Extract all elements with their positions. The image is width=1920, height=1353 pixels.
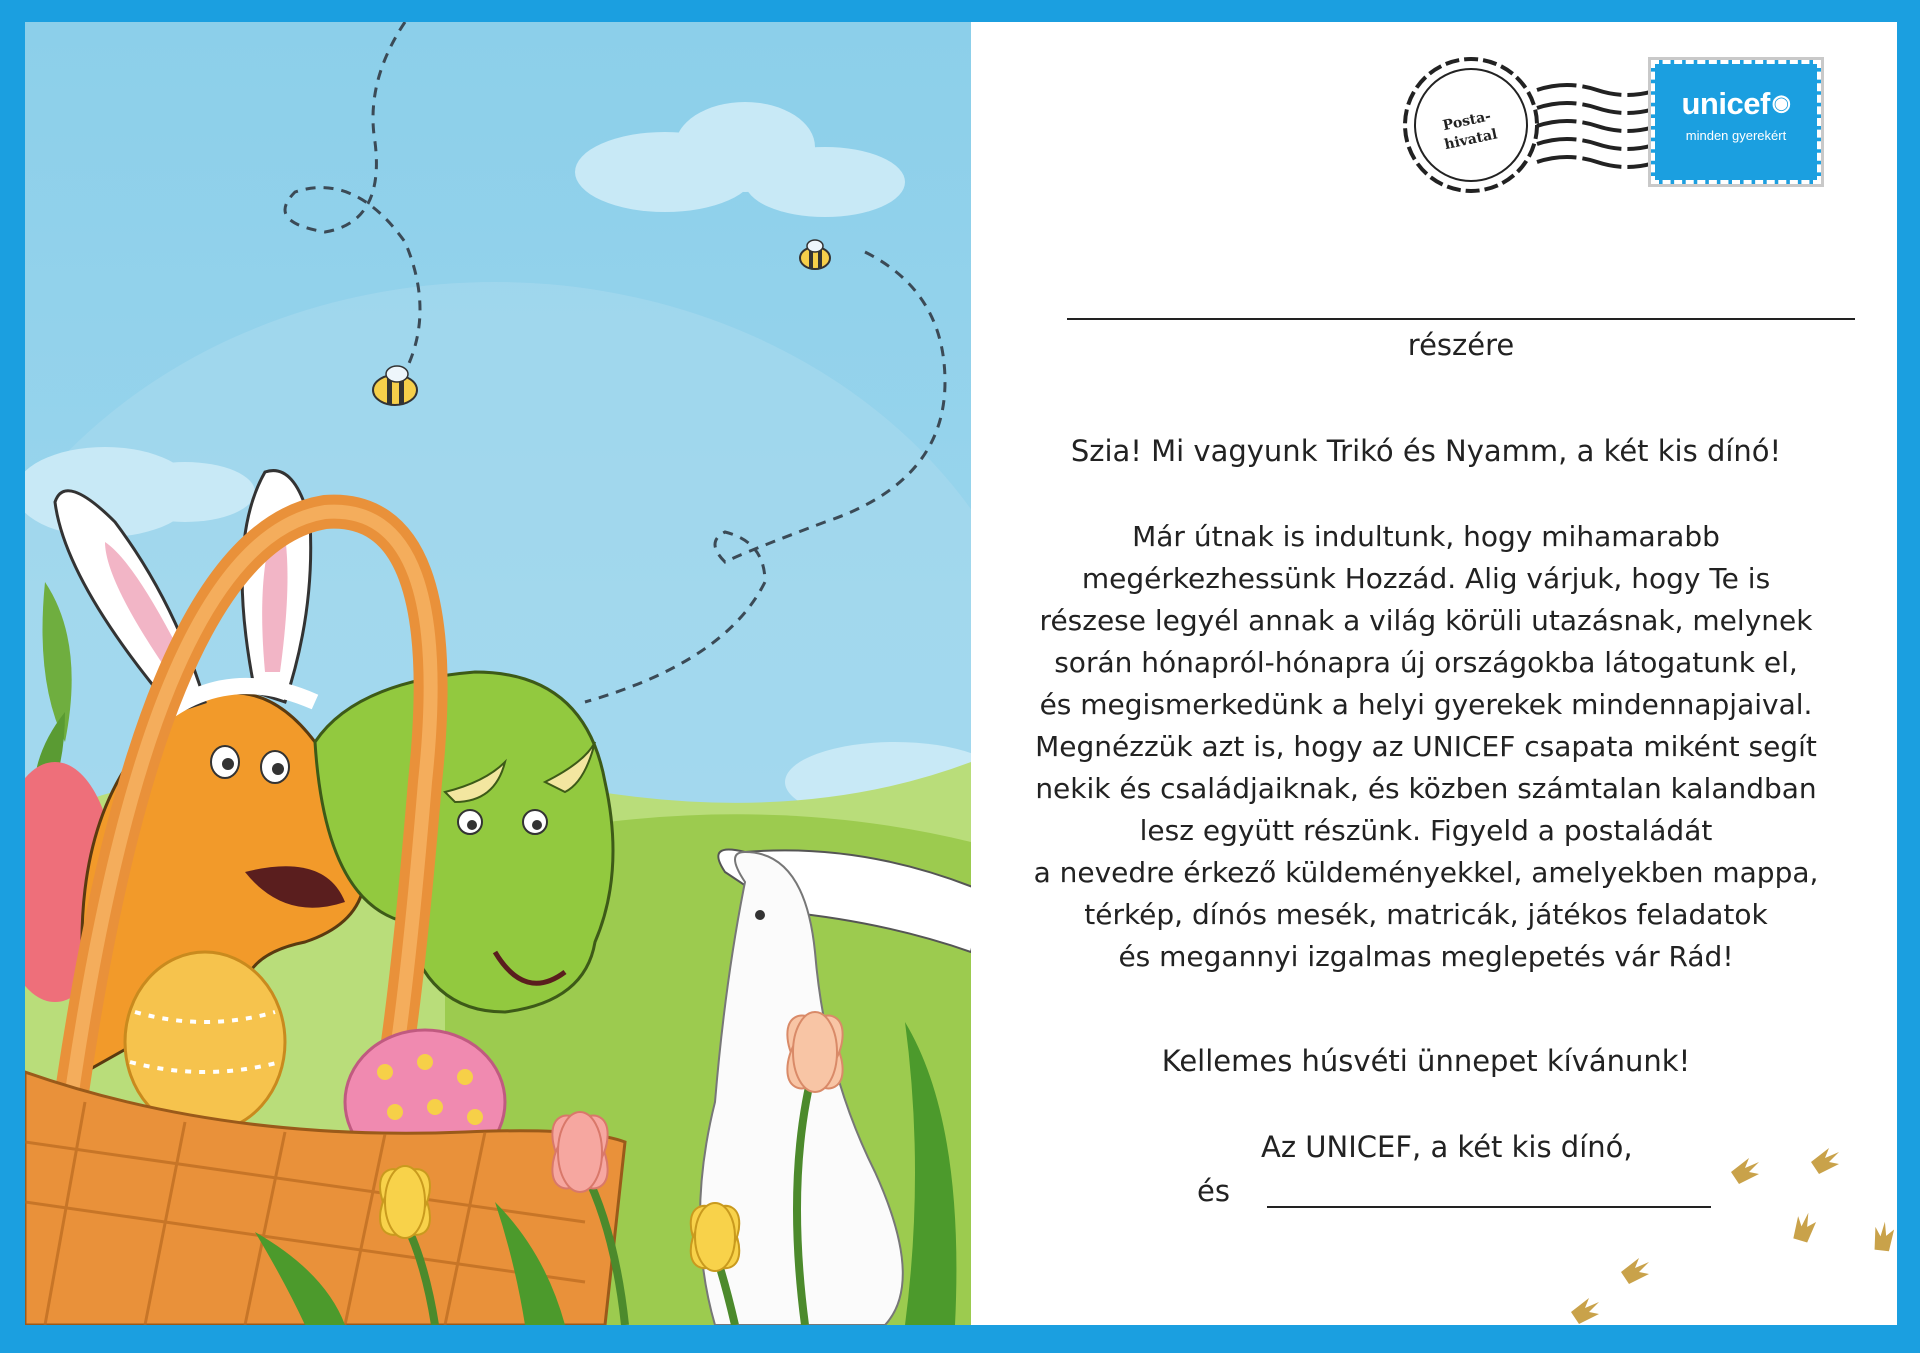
unicef-tagline: minden gyerekért [1685,128,1787,143]
postmark-label-line1: Posta- [1441,108,1493,135]
letter-line: megérkezhessünk Hozzád. Alig várjuk, hogy Te is [1081,562,1771,595]
dino-footprints-icon [1531,1102,1897,1325]
recipient-label: részére [1407,328,1515,362]
recipient-line [1067,318,1855,320]
easter-scene-image [25,22,971,1325]
letter-line: Megnézzük azt is, hogy az UNICEF csapata miként segít [1035,730,1817,763]
unicef-logo [1655,86,1817,122]
letter-line: lesz együtt részünk. Figyeld a postaládát [1139,814,1713,847]
unicef-stamp [1651,60,1821,184]
unicef-logo-text: unicef [1681,86,1770,121]
letter-line: és megismerkedünk a helyi gyerekek mindennapjaival. [1039,688,1813,721]
postcard [25,22,1897,1325]
letter-line: Már útnak is indultunk, hogy mihamarabb [1132,520,1720,553]
letter-body [1011,516,1841,978]
letter-line: térkép, dínós mesék, matricák, játékos feladatok [1084,898,1768,931]
letter-line: nekik és családjaiknak, és közben számtalan kalandban [1035,772,1817,805]
globe-icon: ◉ [1771,90,1791,115]
letter-greeting: Szia! Mi vagyunk Trikó és Nyamm, a két kis dínó! [1070,434,1782,468]
letter-line: során hónapról-hónapra új országokba látogatunk el, [1054,646,1798,679]
easter-illustration [25,22,971,1325]
easter-wishes: Kellemes húsvéti ünnepet kívánunk! [1161,1044,1691,1078]
easter-egg-icon [125,952,285,1132]
postcard-back [971,22,1897,1325]
postmark-label-line2: hivatal [1443,126,1499,154]
letter-line: és megannyi izgalmas meglepetés vár Rád! [1118,940,1734,973]
letter-line: részese legyél annak a világ körüli utazásnak, melynek [1039,604,1813,637]
and-label: és [1197,1174,1230,1208]
signature-text: Az UNICEF, a két kis dínó, [1261,1130,1633,1164]
letter-line: a nevedre érkező küldeményekkel, amelyekben mappa, [1033,856,1819,889]
